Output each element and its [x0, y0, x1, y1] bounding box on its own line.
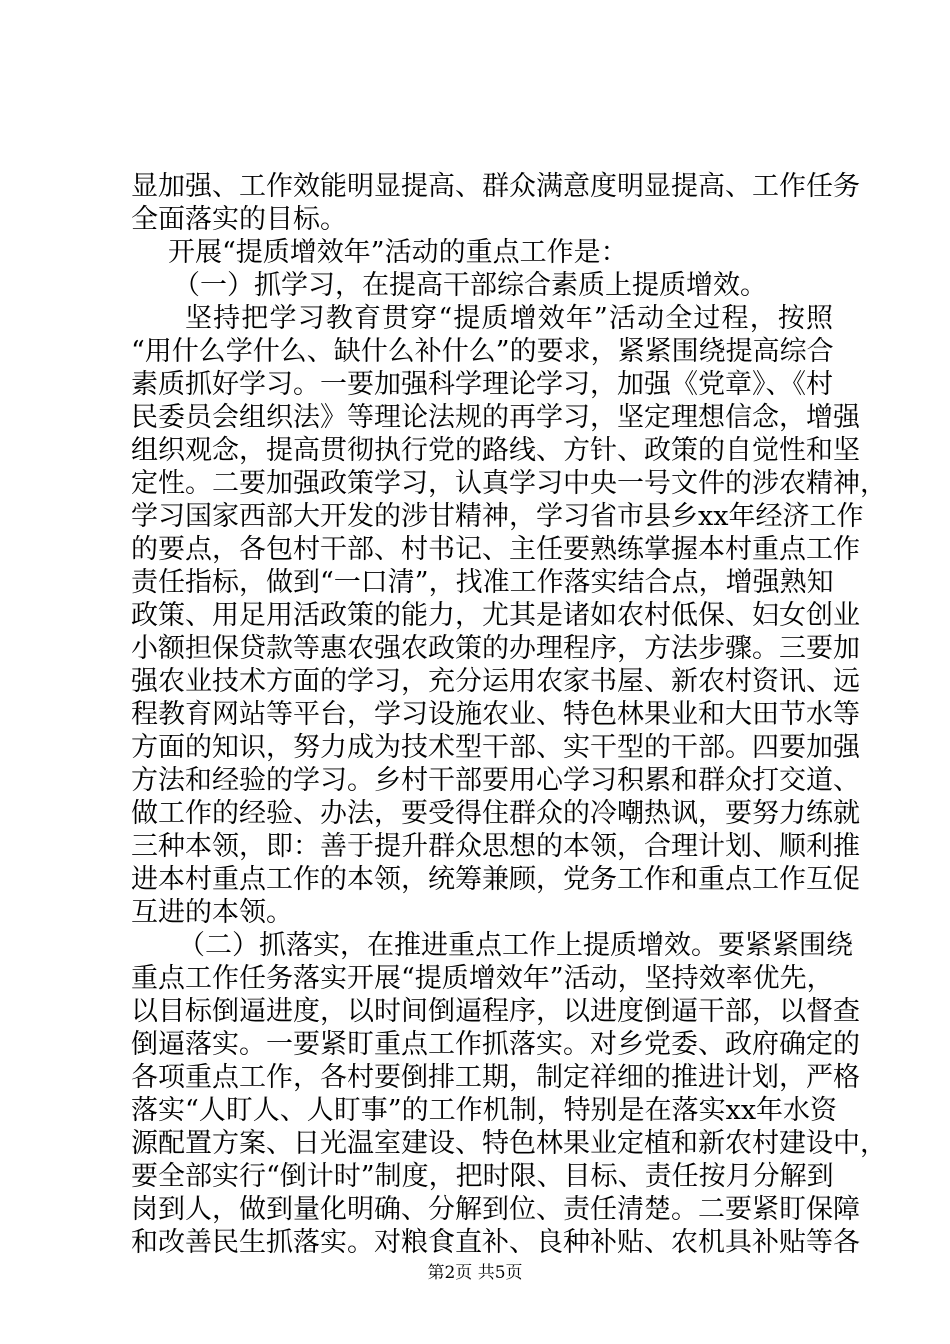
page-footer — [0, 1262, 950, 1284]
text-line: 显加强、工作效能明显提高、群众满意度明显提高、工作任务 — [131, 171, 860, 202]
document-body — [131, 170, 887, 1259]
text-line: 小额担保贷款等惠农强农政策的办理程序，方法步骤。三要加 — [131, 633, 860, 664]
text-line: 做工作的经验、办法，要受得住群众的冷嘲热讽，要努力练就 — [131, 798, 860, 829]
text-line: 三种本领，即：善于提升群众思想的本领，合理计划、顺利推 — [131, 831, 860, 862]
text-line: 进本村重点工作的本领，统筹兼顾，党务工作和重点工作互促 — [131, 864, 860, 895]
text-line: 学习国家西部大开发的涉甘精神，学习省市县乡xx年经济工作 — [131, 501, 864, 532]
text-line: 方面的知识，努力成为技术型干部、实干型的干部。四要加强 — [131, 732, 860, 763]
text-line: 民委员会组织法》等理论法规的再学习，坚定理想信念，增强 — [131, 402, 860, 433]
text-line: 强农业技术方面的学习，充分运用农家书屋、新农村资讯、远 — [131, 666, 860, 697]
text-line: “用什么学什么、缺什么补什么”的要求，紧紧围绕提高综合 — [131, 336, 834, 367]
page-number: 第2页 共5页 — [427, 1263, 523, 1283]
text-line: 政策、用足用活政策的能力，尤其是诸如农村低保、妇女创业 — [131, 600, 860, 631]
text-line: 落实“人盯人、人盯事”的工作机制，特别是在落实xx年水资 — [131, 1095, 838, 1126]
text-line: 方法和经验的学习。乡村干部要用心学习积累和群众打交道、 — [131, 765, 860, 796]
text-line: 责任指标，做到“一口清”，找准工作落实结合点，增强熟知 — [131, 567, 834, 598]
text-line: 源配置方案、日光温室建设、特色林果业定植和新农村建设中， — [131, 1128, 887, 1159]
text-line: 组织观念，提高贯彻执行党的路线、方针、政策的自觉性和坚 — [131, 435, 860, 466]
text-line: 程教育网站等平台，学习设施农业、特色林果业和大田节水等 — [131, 699, 860, 730]
text-line: 和改善民生抓落实。对粮食直补、良种补贴、农机具补贴等各 — [131, 1227, 860, 1258]
text-line: （二）抓落实，在推进重点工作上提质增效。要紧紧围绕 — [178, 930, 853, 961]
text-line: 岗到人，做到量化明确、分解到位、责任清楚。二要紧盯保障 — [131, 1194, 860, 1225]
text-line: 开展“提质增效年”活动的重点工作是： — [168, 237, 628, 268]
text-line: （一）抓学习，在提高干部综合素质上提质增效。 — [173, 270, 767, 301]
text-line: 重点工作任务落实开展“提质增效年”活动，坚持效率优先， — [131, 963, 834, 994]
text-line: 坚持把学习教育贯穿“提质增效年”活动全过程，按照 — [185, 303, 833, 334]
text-line: 各项重点工作，各村要倒排工期，制定祥细的推进计划，严格 — [131, 1062, 860, 1093]
text-line: 定性。二要加强政策学习，认真学习中央一号文件的涉农精神， — [131, 468, 887, 499]
text-line: 要全部实行“倒计时”制度，把时限、目标、责任按月分解到 — [131, 1161, 834, 1192]
text-line: 互进的本领。 — [131, 897, 293, 928]
text-line: 全面落实的目标。 — [131, 204, 347, 235]
text-line: 素质抓好学习。一要加强科学理论学习，加强《党章》、《村 — [131, 369, 833, 400]
text-line: 以目标倒逼进度，以时间倒逼程序，以进度倒逼干部，以督查 — [131, 996, 860, 1027]
text-line: 的要点，各包村干部、村书记、主任要熟练掌握本村重点工作 — [131, 534, 860, 565]
text-line: 倒逼落实。一要紧盯重点工作抓落实。对乡党委、政府确定的 — [131, 1029, 860, 1060]
